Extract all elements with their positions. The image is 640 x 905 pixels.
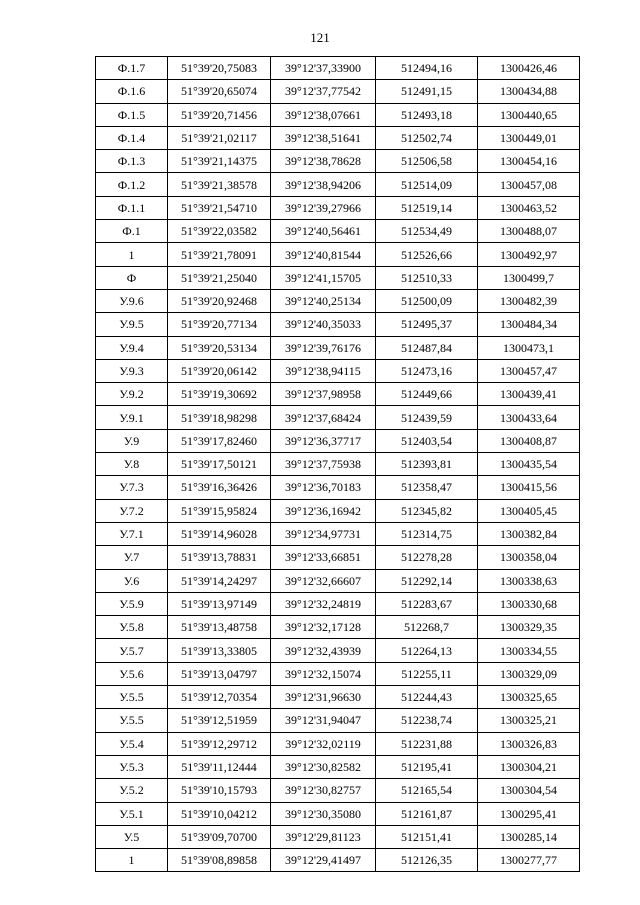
table-row	[96, 499, 580, 522]
point-id-cell: У.9	[96, 429, 168, 452]
longitude-cell: 39°12'32,15074	[271, 662, 376, 685]
point-id-cell: У.8	[96, 453, 168, 476]
y-coordinate-cell: 1300499,7	[478, 266, 580, 289]
y-coordinate-cell: 1300325,65	[478, 686, 580, 709]
longitude-cell: 39°12'29,81123	[271, 825, 376, 848]
point-id-cell: У.7.2	[96, 499, 168, 522]
y-coordinate-cell: 1300334,55	[478, 639, 580, 662]
table-row	[96, 802, 580, 825]
x-coordinate-cell: 512264,13	[376, 639, 478, 662]
longitude-cell: 39°12'37,98958	[271, 383, 376, 406]
table-row	[96, 220, 580, 243]
y-coordinate-cell: 1300426,46	[478, 57, 580, 80]
x-coordinate-cell: 512510,33	[376, 266, 478, 289]
latitude-cell: 51°39'21,78091	[168, 243, 271, 266]
latitude-cell: 51°39'16,36426	[168, 476, 271, 499]
page-number: 121	[310, 30, 330, 45]
x-coordinate-cell: 512473,16	[376, 359, 478, 382]
table-row	[96, 126, 580, 149]
longitude-cell: 39°12'29,41497	[271, 849, 376, 872]
x-coordinate-cell: 512449,66	[376, 383, 478, 406]
y-coordinate-cell: 1300434,88	[478, 80, 580, 103]
y-coordinate-cell: 1300457,08	[478, 173, 580, 196]
latitude-cell: 51°39'19,30692	[168, 383, 271, 406]
table-row	[96, 103, 580, 126]
point-id-cell: У.9.2	[96, 383, 168, 406]
table-row	[96, 779, 580, 802]
point-id-cell: У.7.1	[96, 522, 168, 545]
point-id-cell: У.5.4	[96, 732, 168, 755]
point-id-cell: 1	[96, 243, 168, 266]
x-coordinate-cell: 512244,43	[376, 686, 478, 709]
y-coordinate-cell: 1300330,68	[478, 592, 580, 615]
longitude-cell: 39°12'34,97731	[271, 522, 376, 545]
latitude-cell: 51°39'22,03582	[168, 220, 271, 243]
point-id-cell: Ф.1.3	[96, 150, 168, 173]
x-coordinate-cell: 512283,67	[376, 592, 478, 615]
coordinates-table	[95, 56, 580, 872]
table-row	[96, 662, 580, 685]
table-row	[96, 732, 580, 755]
longitude-cell: 39°12'36,70183	[271, 476, 376, 499]
coordinates-table-body	[96, 57, 580, 872]
table-row	[96, 453, 580, 476]
latitude-cell: 51°39'13,78831	[168, 546, 271, 569]
y-coordinate-cell: 1300473,1	[478, 336, 580, 359]
point-id-cell: 1	[96, 849, 168, 872]
x-coordinate-cell: 512292,14	[376, 569, 478, 592]
latitude-cell: 51°39'12,70354	[168, 686, 271, 709]
y-coordinate-cell: 1300435,54	[478, 453, 580, 476]
latitude-cell: 51°39'17,82460	[168, 429, 271, 452]
latitude-cell: 51°39'20,92468	[168, 289, 271, 312]
longitude-cell: 39°12'38,94206	[271, 173, 376, 196]
x-coordinate-cell: 512403,54	[376, 429, 478, 452]
point-id-cell: У.5.3	[96, 755, 168, 778]
latitude-cell: 51°39'20,75083	[168, 57, 271, 80]
y-coordinate-cell: 1300492,97	[478, 243, 580, 266]
latitude-cell: 51°39'12,51959	[168, 709, 271, 732]
longitude-cell: 39°12'32,17128	[271, 616, 376, 639]
longitude-cell: 39°12'38,07661	[271, 103, 376, 126]
x-coordinate-cell: 512358,47	[376, 476, 478, 499]
point-id-cell: Ф.1.5	[96, 103, 168, 126]
x-coordinate-cell: 512439,59	[376, 406, 478, 429]
x-coordinate-cell: 512494,16	[376, 57, 478, 80]
longitude-cell: 39°12'40,25134	[271, 289, 376, 312]
x-coordinate-cell: 512231,88	[376, 732, 478, 755]
point-id-cell: У.5.5	[96, 709, 168, 732]
table-row	[96, 569, 580, 592]
y-coordinate-cell: 1300484,34	[478, 313, 580, 336]
table-row	[96, 592, 580, 615]
point-id-cell: У.5.6	[96, 662, 168, 685]
table-row	[96, 289, 580, 312]
table-row	[96, 429, 580, 452]
latitude-cell: 51°39'13,04797	[168, 662, 271, 685]
table-row	[96, 639, 580, 662]
y-coordinate-cell: 1300408,87	[478, 429, 580, 452]
longitude-cell: 39°12'30,35080	[271, 802, 376, 825]
longitude-cell: 39°12'40,81544	[271, 243, 376, 266]
y-coordinate-cell: 1300482,39	[478, 289, 580, 312]
x-coordinate-cell: 512534,49	[376, 220, 478, 243]
y-coordinate-cell: 1300382,84	[478, 522, 580, 545]
point-id-cell: Ф.1.2	[96, 173, 168, 196]
latitude-cell: 51°39'20,77134	[168, 313, 271, 336]
table-row	[96, 383, 580, 406]
longitude-cell: 39°12'32,43939	[271, 639, 376, 662]
longitude-cell: 39°12'38,78628	[271, 150, 376, 173]
latitude-cell: 51°39'21,54710	[168, 196, 271, 219]
x-coordinate-cell: 512502,74	[376, 126, 478, 149]
latitude-cell: 51°39'20,71456	[168, 103, 271, 126]
latitude-cell: 51°39'13,97149	[168, 592, 271, 615]
table-row	[96, 546, 580, 569]
x-coordinate-cell: 512519,14	[376, 196, 478, 219]
table-row	[96, 196, 580, 219]
x-coordinate-cell: 512500,09	[376, 289, 478, 312]
latitude-cell: 51°39'10,15793	[168, 779, 271, 802]
table-row	[96, 755, 580, 778]
latitude-cell: 51°39'18,98298	[168, 406, 271, 429]
table-row	[96, 243, 580, 266]
latitude-cell: 51°39'11,12444	[168, 755, 271, 778]
y-coordinate-cell: 1300304,54	[478, 779, 580, 802]
longitude-cell: 39°12'40,35033	[271, 313, 376, 336]
longitude-cell: 39°12'37,77542	[271, 80, 376, 103]
point-id-cell: Ф.1.6	[96, 80, 168, 103]
x-coordinate-cell: 512314,75	[376, 522, 478, 545]
point-id-cell: У.5.2	[96, 779, 168, 802]
latitude-cell: 51°39'20,06142	[168, 359, 271, 382]
table-row	[96, 406, 580, 429]
x-coordinate-cell: 512487,84	[376, 336, 478, 359]
longitude-cell: 39°12'37,68424	[271, 406, 376, 429]
y-coordinate-cell: 1300338,63	[478, 569, 580, 592]
longitude-cell: 39°12'33,66851	[271, 546, 376, 569]
y-coordinate-cell: 1300457,47	[478, 359, 580, 382]
table-row	[96, 616, 580, 639]
table-row	[96, 173, 580, 196]
y-coordinate-cell: 1300454,16	[478, 150, 580, 173]
x-coordinate-cell: 512393,81	[376, 453, 478, 476]
table-row	[96, 313, 580, 336]
y-coordinate-cell: 1300405,45	[478, 499, 580, 522]
point-id-cell: У.9.3	[96, 359, 168, 382]
longitude-cell: 39°12'32,24819	[271, 592, 376, 615]
latitude-cell: 51°39'21,14375	[168, 150, 271, 173]
longitude-cell: 39°12'39,76176	[271, 336, 376, 359]
point-id-cell: Ф.1.4	[96, 126, 168, 149]
latitude-cell: 51°39'21,25040	[168, 266, 271, 289]
table-row	[96, 336, 580, 359]
table-row	[96, 709, 580, 732]
latitude-cell: 51°39'12,29712	[168, 732, 271, 755]
y-coordinate-cell: 1300463,52	[478, 196, 580, 219]
longitude-cell: 39°12'32,02119	[271, 732, 376, 755]
longitude-cell: 39°12'30,82582	[271, 755, 376, 778]
point-id-cell: У.5.8	[96, 616, 168, 639]
y-coordinate-cell: 1300449,01	[478, 126, 580, 149]
point-id-cell: У.7	[96, 546, 168, 569]
point-id-cell: У.9.5	[96, 313, 168, 336]
y-coordinate-cell: 1300325,21	[478, 709, 580, 732]
latitude-cell: 51°39'13,33805	[168, 639, 271, 662]
latitude-cell: 51°39'13,48758	[168, 616, 271, 639]
table-row	[96, 476, 580, 499]
x-coordinate-cell: 512526,66	[376, 243, 478, 266]
x-coordinate-cell: 512195,41	[376, 755, 478, 778]
longitude-cell: 39°12'37,75938	[271, 453, 376, 476]
y-coordinate-cell: 1300285,14	[478, 825, 580, 848]
latitude-cell: 51°39'14,96028	[168, 522, 271, 545]
y-coordinate-cell: 1300304,21	[478, 755, 580, 778]
longitude-cell: 39°12'38,51641	[271, 126, 376, 149]
latitude-cell: 51°39'20,65074	[168, 80, 271, 103]
longitude-cell: 39°12'36,37717	[271, 429, 376, 452]
point-id-cell: У.5.5	[96, 686, 168, 709]
table-row	[96, 686, 580, 709]
point-id-cell: У.5.9	[96, 592, 168, 615]
longitude-cell: 39°12'30,82757	[271, 779, 376, 802]
y-coordinate-cell: 1300439,41	[478, 383, 580, 406]
longitude-cell: 39°12'38,94115	[271, 359, 376, 382]
y-coordinate-cell: 1300329,35	[478, 616, 580, 639]
latitude-cell: 51°39'10,04212	[168, 802, 271, 825]
point-id-cell: У.5.7	[96, 639, 168, 662]
y-coordinate-cell: 1300277,77	[478, 849, 580, 872]
y-coordinate-cell: 1300295,41	[478, 802, 580, 825]
table-row	[96, 57, 580, 80]
x-coordinate-cell: 512255,11	[376, 662, 478, 685]
latitude-cell: 51°39'21,38578	[168, 173, 271, 196]
y-coordinate-cell: 1300326,83	[478, 732, 580, 755]
longitude-cell: 39°12'40,56461	[271, 220, 376, 243]
x-coordinate-cell: 512268,7	[376, 616, 478, 639]
table-row	[96, 80, 580, 103]
longitude-cell: 39°12'31,94047	[271, 709, 376, 732]
table-row	[96, 522, 580, 545]
point-id-cell: Ф.1.7	[96, 57, 168, 80]
x-coordinate-cell: 512151,41	[376, 825, 478, 848]
latitude-cell: 51°39'20,53134	[168, 336, 271, 359]
table-row	[96, 849, 580, 872]
latitude-cell: 51°39'21,02117	[168, 126, 271, 149]
y-coordinate-cell: 1300488,07	[478, 220, 580, 243]
y-coordinate-cell: 1300329,09	[478, 662, 580, 685]
point-id-cell: У.9.4	[96, 336, 168, 359]
x-coordinate-cell: 512345,82	[376, 499, 478, 522]
x-coordinate-cell: 512491,15	[376, 80, 478, 103]
point-id-cell: У.7.3	[96, 476, 168, 499]
y-coordinate-cell: 1300358,04	[478, 546, 580, 569]
table-row	[96, 150, 580, 173]
x-coordinate-cell: 512514,09	[376, 173, 478, 196]
table-row	[96, 825, 580, 848]
x-coordinate-cell: 512126,35	[376, 849, 478, 872]
point-id-cell: У.9.1	[96, 406, 168, 429]
point-id-cell: У.5.1	[96, 802, 168, 825]
table-row	[96, 359, 580, 382]
point-id-cell: У.9.6	[96, 289, 168, 312]
latitude-cell: 51°39'14,24297	[168, 569, 271, 592]
longitude-cell: 39°12'32,66607	[271, 569, 376, 592]
x-coordinate-cell: 512506,58	[376, 150, 478, 173]
x-coordinate-cell: 512495,37	[376, 313, 478, 336]
y-coordinate-cell: 1300440,65	[478, 103, 580, 126]
x-coordinate-cell: 512278,28	[376, 546, 478, 569]
x-coordinate-cell: 512493,18	[376, 103, 478, 126]
point-id-cell: Ф	[96, 266, 168, 289]
longitude-cell: 39°12'39,27966	[271, 196, 376, 219]
longitude-cell: 39°12'41,15705	[271, 266, 376, 289]
latitude-cell: 51°39'17,50121	[168, 453, 271, 476]
x-coordinate-cell: 512161,87	[376, 802, 478, 825]
latitude-cell: 51°39'08,89858	[168, 849, 271, 872]
latitude-cell: 51°39'15,95824	[168, 499, 271, 522]
point-id-cell: Ф.1.1	[96, 196, 168, 219]
longitude-cell: 39°12'37,33900	[271, 57, 376, 80]
y-coordinate-cell: 1300433,64	[478, 406, 580, 429]
point-id-cell: У.6	[96, 569, 168, 592]
x-coordinate-cell: 512238,74	[376, 709, 478, 732]
point-id-cell: У.5	[96, 825, 168, 848]
longitude-cell: 39°12'36,16942	[271, 499, 376, 522]
longitude-cell: 39°12'31,96630	[271, 686, 376, 709]
latitude-cell: 51°39'09,70700	[168, 825, 271, 848]
table-row	[96, 266, 580, 289]
x-coordinate-cell: 512165,54	[376, 779, 478, 802]
point-id-cell: Ф.1	[96, 220, 168, 243]
y-coordinate-cell: 1300415,56	[478, 476, 580, 499]
